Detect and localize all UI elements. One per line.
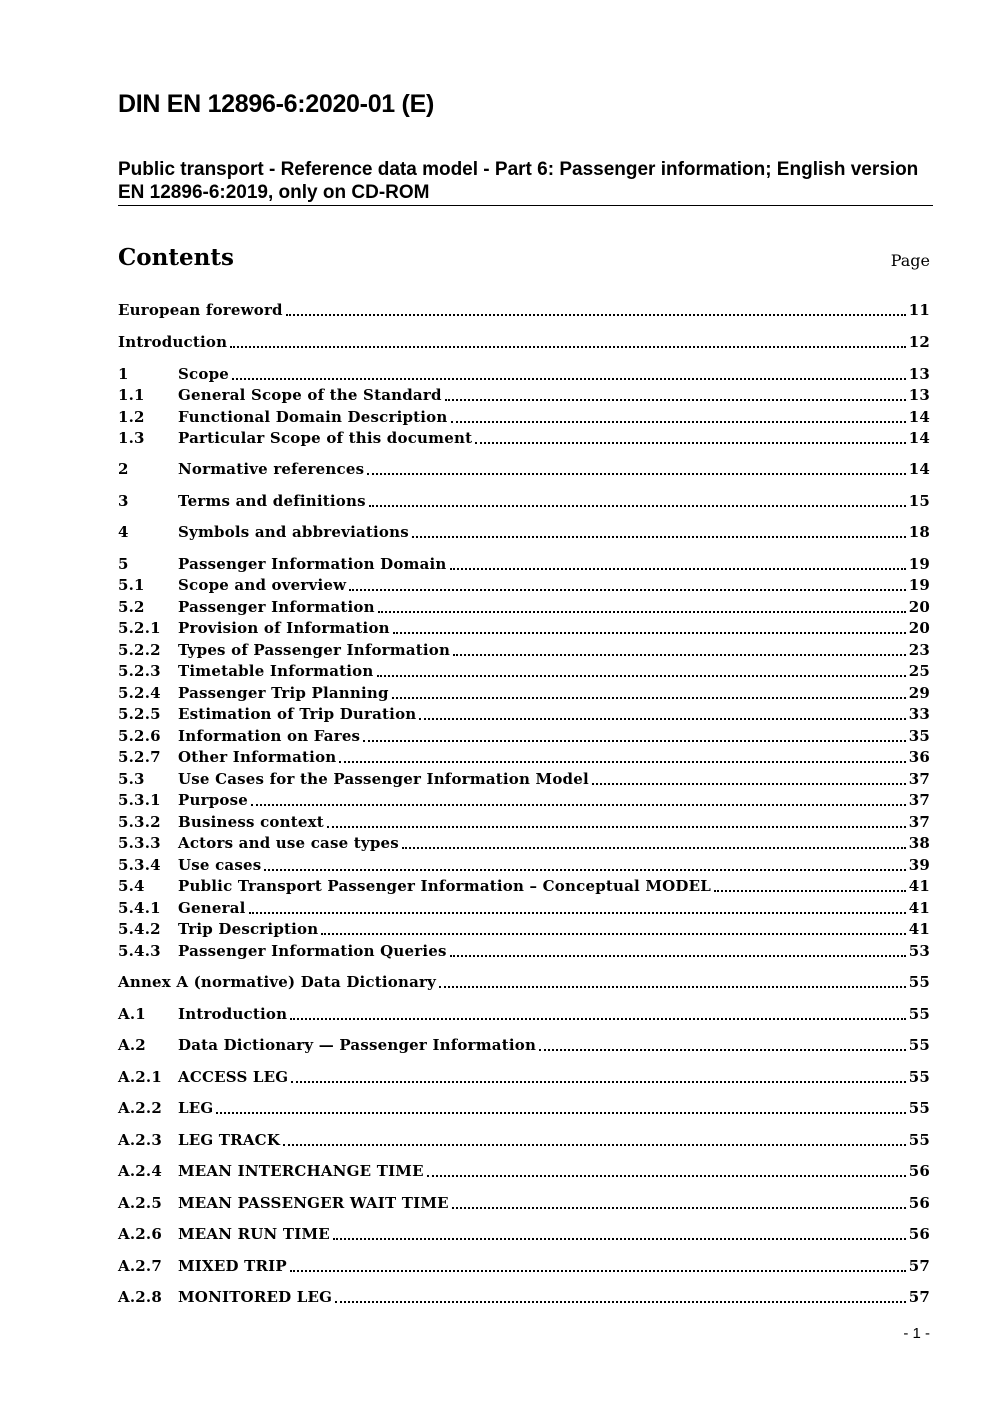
toc-entry[interactable] — [118, 1098, 930, 1118]
toc-dot-leader — [592, 783, 906, 785]
toc-entry-number: 5.4.3 — [118, 942, 161, 960]
toc-entry-number: 5.2 — [118, 598, 145, 616]
page-column-label: Page — [890, 251, 930, 270]
toc-entry-label: LEG TRACK — [178, 1131, 281, 1149]
toc-entry[interactable] — [118, 855, 930, 875]
toc-entry-number: 1 — [118, 365, 129, 383]
toc-entry[interactable] — [118, 726, 930, 746]
toc-entry-page: 11 — [908, 301, 930, 319]
toc-dot-leader — [349, 589, 906, 591]
toc-entry-page: 14 — [908, 460, 930, 478]
toc-entry-number: 1.1 — [118, 386, 145, 404]
toc-entry-page: 55 — [908, 973, 930, 991]
toc-entry-number: 5.3.4 — [118, 856, 161, 874]
toc-entry-number: 5.2.6 — [118, 727, 161, 745]
toc-dot-leader — [445, 399, 906, 401]
toc-entry-label: Actors and use case types — [178, 834, 399, 852]
toc-dot-leader — [377, 675, 906, 677]
toc-entry-page: 25 — [908, 662, 930, 680]
toc-entry[interactable] — [118, 790, 930, 810]
toc-entry-number: 1.3 — [118, 429, 145, 447]
toc-entry[interactable] — [118, 898, 930, 918]
toc-dot-leader — [327, 826, 906, 828]
toc-entry[interactable] — [118, 876, 930, 896]
toc-entry[interactable] — [118, 554, 930, 574]
toc-dot-leader — [392, 697, 906, 699]
toc-entry[interactable] — [118, 1067, 930, 1087]
toc-entry-number: 4 — [118, 523, 129, 541]
toc-entry-number: 5.2.2 — [118, 641, 161, 659]
toc-entry[interactable] — [118, 919, 930, 939]
toc-entry-page: 37 — [908, 770, 930, 788]
toc-dot-leader — [321, 933, 905, 935]
toc-entry-number: A.2.5 — [118, 1194, 162, 1212]
toc-entry-page: 38 — [908, 834, 930, 852]
toc-entry[interactable] — [118, 972, 930, 992]
toc-entry-label: Passenger Trip Planning — [178, 684, 389, 702]
toc-entry-page: 41 — [908, 899, 930, 917]
toc-entry-page: 12 — [908, 333, 930, 351]
toc-entry-label: Other Information — [178, 748, 337, 766]
toc-entry[interactable] — [118, 683, 930, 703]
toc-entry-label: ACCESS LEG — [178, 1068, 289, 1086]
toc-entry-number: A.2.7 — [118, 1257, 162, 1275]
toc-dot-leader — [450, 955, 906, 957]
toc-dot-leader — [369, 505, 906, 507]
toc-entry-number: 5.4.2 — [118, 920, 161, 938]
toc-entry-number: 3 — [118, 492, 129, 510]
toc-entry-page: 56 — [908, 1225, 930, 1243]
document-subtitle: Public transport - Reference data model - Part 6: Passenger information; English version EN 12896-6:2019, only on CD-ROM — [118, 159, 919, 203]
toc-entry[interactable] — [118, 1193, 930, 1213]
toc-entry-label: Estimation of Trip Duration — [178, 705, 417, 723]
toc-dot-leader — [291, 1081, 905, 1083]
toc-entry-label: Data Dictionary — Passenger Information — [178, 1036, 537, 1054]
toc-entry-label: Passenger Information Domain — [178, 555, 447, 573]
toc-entry-page: 53 — [908, 942, 930, 960]
toc-entry-number: A.2.3 — [118, 1131, 162, 1149]
toc-entry-number: 5.3.3 — [118, 834, 161, 852]
toc-entry-number: A.2 — [118, 1036, 146, 1054]
toc-entry-number: 5.2.5 — [118, 705, 161, 723]
toc-entry-page: 35 — [908, 727, 930, 745]
footer-page-number: - 1 - — [903, 1325, 930, 1342]
contents-heading: Contents — [118, 244, 234, 271]
toc-dot-leader — [264, 869, 905, 871]
toc-entry-page: 33 — [908, 705, 930, 723]
toc-entry-number: 5 — [118, 555, 129, 573]
toc-entry-label: LEG — [178, 1099, 214, 1117]
toc-entry-label: Passenger Information Queries — [178, 942, 447, 960]
toc-dot-leader — [412, 536, 906, 538]
toc-dot-leader — [333, 1238, 906, 1240]
toc-dot-leader — [714, 890, 906, 892]
toc-entry-page: 56 — [908, 1194, 930, 1212]
toc-entry-label: MIXED TRIP — [178, 1257, 287, 1275]
toc-dot-leader — [230, 346, 905, 348]
toc-entry-number: 1.2 — [118, 408, 145, 426]
toc-entry-number: 5.4 — [118, 877, 145, 895]
toc-entry-number: A.1 — [118, 1005, 146, 1023]
toc-entry-page: 18 — [908, 523, 930, 541]
toc-entry-page: 36 — [908, 748, 930, 766]
toc-entry-page: 55 — [908, 1068, 930, 1086]
toc-dot-leader — [539, 1049, 906, 1051]
toc-dot-leader — [378, 611, 906, 613]
toc-entry-label: Introduction — [118, 333, 228, 351]
toc-dot-leader — [452, 1207, 906, 1209]
toc-entry-label: Timetable Information — [178, 662, 374, 680]
toc-entry-label: Business context — [178, 813, 324, 831]
toc-entry-label: Symbols and abbreviations — [178, 523, 409, 541]
toc-entry-number: A.2.2 — [118, 1099, 162, 1117]
toc-dot-leader — [367, 473, 905, 475]
toc-entry[interactable] — [118, 1130, 930, 1150]
toc-entry-label: Use Cases for the Passenger Information Model — [178, 770, 589, 788]
toc-entry[interactable] — [118, 1256, 930, 1276]
toc-entry-label: Introduction — [178, 1005, 288, 1023]
toc-dot-leader — [339, 761, 905, 763]
toc-entry-page: 41 — [908, 920, 930, 938]
toc-entry-label: Scope — [178, 365, 230, 383]
toc-entry-page: 13 — [908, 386, 930, 404]
toc-entry-label: Public Transport Passenger Information – Conceptual MODEL — [178, 877, 712, 895]
toc-dot-leader — [419, 718, 905, 720]
toc-dot-leader — [453, 654, 906, 656]
toc-entry-page: 37 — [908, 813, 930, 831]
toc-entry-label: Use cases — [178, 856, 262, 874]
toc-entry[interactable] — [118, 1224, 930, 1244]
toc-entry[interactable] — [118, 1287, 930, 1307]
toc-entry-number: A.2.1 — [118, 1068, 162, 1086]
toc-entry[interactable] — [118, 332, 930, 352]
toc-entry[interactable] — [118, 812, 930, 832]
toc-dot-leader — [216, 1112, 905, 1114]
toc-entry-label: Particular Scope of this document — [178, 429, 473, 447]
toc-entry-label: Normative references — [178, 460, 365, 478]
toc-entry-page: 41 — [908, 877, 930, 895]
toc-entry-label: General Scope of the Standard — [178, 386, 442, 404]
toc-dot-leader — [393, 632, 906, 634]
toc-entry-page: 19 — [908, 555, 930, 573]
toc-entry-page: 37 — [908, 791, 930, 809]
toc-entry-page: 20 — [908, 619, 930, 637]
toc-dot-leader — [251, 804, 906, 806]
header-rule — [118, 205, 933, 206]
toc-entry[interactable] — [118, 385, 930, 405]
toc-entry[interactable] — [118, 941, 930, 961]
toc-dot-leader — [335, 1301, 906, 1303]
toc-dot-leader — [290, 1270, 906, 1272]
toc-dot-leader — [439, 986, 906, 988]
toc-entry-number: 5.3 — [118, 770, 145, 788]
toc-entry-label: Scope and overview — [178, 576, 347, 594]
toc-entry-page: 57 — [908, 1288, 930, 1306]
toc-entry-label: MEAN RUN TIME — [178, 1225, 330, 1243]
toc-dot-leader — [475, 442, 906, 444]
toc-entry-page: 23 — [908, 641, 930, 659]
toc-entry[interactable] — [118, 300, 930, 320]
toc-entry[interactable] — [118, 597, 930, 617]
toc-entry[interactable] — [118, 522, 930, 542]
toc-entry-page: 20 — [908, 598, 930, 616]
toc-entry-number: 5.2.7 — [118, 748, 161, 766]
toc-entry-label: MONITORED LEG — [178, 1288, 333, 1306]
toc-entry[interactable] — [118, 428, 930, 448]
toc-entry-label: Terms and definitions — [178, 492, 366, 510]
toc-entry-label: Purpose — [178, 791, 248, 809]
toc-entry[interactable] — [118, 364, 930, 384]
toc-entry[interactable] — [118, 618, 930, 638]
toc-dot-leader — [402, 847, 906, 849]
toc-dot-leader — [286, 314, 906, 316]
toc-entry[interactable] — [118, 1004, 930, 1024]
toc-entry-page: 15 — [908, 492, 930, 510]
toc-entry-page: 55 — [908, 1131, 930, 1149]
toc-entry-page: 19 — [908, 576, 930, 594]
toc-dot-leader — [249, 912, 906, 914]
toc-entry-label: Information on Fares — [178, 727, 361, 745]
toc-entry-number: 5.3.1 — [118, 791, 161, 809]
toc-dot-leader — [232, 378, 906, 380]
toc-entry[interactable] — [118, 833, 930, 853]
toc-entry-label: Passenger Information — [178, 598, 375, 616]
document-title: DIN EN 12896-6:2020-01 (E) — [118, 90, 434, 118]
toc-entry-number: 5.2.3 — [118, 662, 161, 680]
toc-dot-leader — [283, 1144, 906, 1146]
toc-entry-label: Trip Description — [178, 920, 319, 938]
toc-entry-label: MEAN INTERCHANGE TIME — [178, 1162, 424, 1180]
toc-entry-page: 55 — [908, 1005, 930, 1023]
toc-entry[interactable] — [118, 769, 930, 789]
toc-dot-leader — [427, 1175, 906, 1177]
toc-entry-page: 57 — [908, 1257, 930, 1275]
toc-entry-page: 29 — [908, 684, 930, 702]
toc-entry[interactable] — [118, 575, 930, 595]
toc-entry-number: 5.4.1 — [118, 899, 161, 917]
toc-entry-label: Annex A (normative) Data Dictionary — [118, 973, 437, 991]
toc-entry-page: 39 — [908, 856, 930, 874]
toc-entry-number: 5.2.4 — [118, 684, 161, 702]
toc-entry[interactable] — [118, 1161, 930, 1181]
toc-entry-number: A.2.6 — [118, 1225, 162, 1243]
toc-dot-leader — [451, 421, 906, 423]
toc-entry[interactable] — [118, 1035, 930, 1055]
toc-entry-page: 56 — [908, 1162, 930, 1180]
toc-entry-page: 55 — [908, 1099, 930, 1117]
toc-entry[interactable] — [118, 747, 930, 767]
toc-dot-leader — [363, 740, 906, 742]
toc-entry-label: General — [178, 899, 246, 917]
toc-entry-label: Types of Passenger Information — [178, 641, 451, 659]
toc-entry[interactable] — [118, 661, 930, 681]
toc-entry-number: 2 — [118, 460, 129, 478]
toc-entry-label: MEAN PASSENGER WAIT TIME — [178, 1194, 449, 1212]
toc-entry-number: 5.3.2 — [118, 813, 161, 831]
toc-entry-number: 5.1 — [118, 576, 145, 594]
toc-entry-number: A.2.8 — [118, 1288, 162, 1306]
toc-entry-label: Functional Domain Description — [178, 408, 448, 426]
toc-entry-page: 14 — [908, 429, 930, 447]
toc-entry[interactable] — [118, 491, 930, 511]
toc-entry[interactable] — [118, 407, 930, 427]
toc-dot-leader — [450, 568, 906, 570]
toc-entry-page: 14 — [908, 408, 930, 426]
toc-entry-page: 55 — [908, 1036, 930, 1054]
toc-entry-page: 13 — [908, 365, 930, 383]
toc-entry-label: European foreword — [118, 301, 283, 319]
toc-entry[interactable] — [118, 640, 930, 660]
toc-entry[interactable] — [118, 459, 930, 479]
toc-dot-leader — [290, 1018, 905, 1020]
toc-entry-label: Provision of Information — [178, 619, 390, 637]
toc-entry[interactable] — [118, 704, 930, 724]
toc-entry-number: A.2.4 — [118, 1162, 162, 1180]
toc-entry-number: 5.2.1 — [118, 619, 161, 637]
